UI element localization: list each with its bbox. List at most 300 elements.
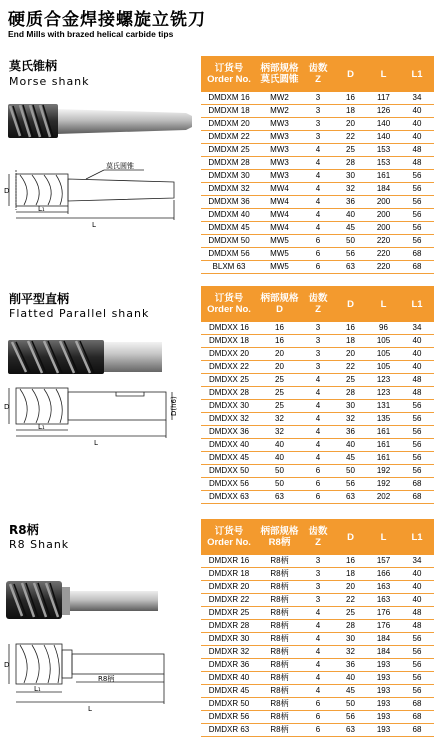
cell-teeth: 4 — [302, 374, 334, 387]
r8-table-body — [201, 555, 434, 737]
cell-teeth: 4 — [302, 646, 334, 659]
cell-order-no: DMDXX 25 — [201, 374, 257, 387]
cell-teeth: 4 — [302, 144, 334, 157]
cell-l: 200 — [367, 209, 400, 222]
table-row — [201, 183, 434, 196]
cell-l1: 40 — [400, 131, 434, 144]
cell-d: 30 — [334, 400, 367, 413]
cell-l1: 56 — [400, 196, 434, 209]
cell-order-no: DMDXX 63 — [201, 491, 257, 504]
header-l1: L1 — [400, 56, 434, 92]
cell-teeth: 6 — [302, 478, 334, 491]
morse-shank-drawing — [4, 160, 200, 232]
header-shank-spec: 柄部规格 R8柄 — [257, 519, 302, 555]
cell-shank-spec: MW2 — [257, 105, 302, 118]
table-row — [201, 620, 434, 633]
cell-d: 25 — [334, 144, 367, 157]
cell-l: 163 — [367, 594, 400, 607]
table-row — [201, 439, 434, 452]
cell-teeth: 4 — [302, 387, 334, 400]
cell-l: 184 — [367, 646, 400, 659]
cell-l1: 56 — [400, 413, 434, 426]
cell-teeth: 4 — [302, 620, 334, 633]
cell-shank-spec: MW3 — [257, 170, 302, 183]
cell-l: 123 — [367, 374, 400, 387]
cell-d: 32 — [334, 413, 367, 426]
r8-shank-drawing — [4, 636, 200, 714]
cell-l: 105 — [367, 335, 400, 348]
cell-d: 36 — [334, 426, 367, 439]
r8-drawing-l-label: L — [88, 705, 92, 713]
cell-order-no: DMDXM 25 — [201, 144, 257, 157]
cell-l1: 56 — [400, 209, 434, 222]
cell-order-no: DMDXX 56 — [201, 478, 257, 491]
cell-l1: 56 — [400, 452, 434, 465]
table-row — [201, 131, 434, 144]
cell-teeth: 3 — [302, 105, 334, 118]
cell-order-no: DMDXM 20 — [201, 118, 257, 131]
cell-order-no: DMDXX 50 — [201, 465, 257, 478]
cell-shank-spec: R8柄 — [257, 568, 302, 581]
cell-order-no: DMDXM 28 — [201, 157, 257, 170]
cell-l: 184 — [367, 183, 400, 196]
cell-order-no: DMDXM 30 — [201, 170, 257, 183]
morse-drawing-shank-label: 莫氏圆锥 — [106, 162, 134, 170]
cell-l: 184 — [367, 633, 400, 646]
cell-teeth: 6 — [302, 465, 334, 478]
cell-order-no: DMDXR 30 — [201, 633, 257, 646]
table-row — [201, 235, 434, 248]
flatted-drawing-shank-label: D(h6) — [170, 396, 178, 416]
cell-l1: 68 — [400, 711, 434, 724]
cell-d: 56 — [334, 478, 367, 491]
cell-d: 36 — [334, 659, 367, 672]
cell-d: 45 — [334, 685, 367, 698]
morse-drawing-l1-label: L₁ — [38, 205, 45, 213]
cell-teeth: 4 — [302, 659, 334, 672]
cell-teeth: 4 — [302, 633, 334, 646]
cell-shank-spec: 63 — [257, 491, 302, 504]
cell-shank-spec: R8柄 — [257, 724, 302, 737]
cell-l1: 56 — [400, 183, 434, 196]
cell-shank-spec: MW4 — [257, 222, 302, 235]
cell-shank-spec: MW3 — [257, 118, 302, 131]
table-row — [201, 322, 434, 335]
cell-teeth: 3 — [302, 322, 334, 335]
cell-l1: 48 — [400, 387, 434, 400]
table-row — [201, 348, 434, 361]
cell-l: 192 — [367, 465, 400, 478]
section-subtitle-r8: R8 Shank — [9, 538, 70, 551]
cell-teeth: 4 — [302, 400, 334, 413]
table-row — [201, 413, 434, 426]
flatted-shank-drawing — [4, 376, 200, 448]
r8-drawing-shank-label: R8柄 — [98, 675, 115, 683]
cell-teeth: 6 — [302, 248, 334, 261]
cell-l: 193 — [367, 685, 400, 698]
flatted-table-body — [201, 322, 434, 504]
cell-teeth: 4 — [302, 452, 334, 465]
section-title-flatted: 削平型直柄 — [9, 292, 70, 306]
table-row — [201, 387, 434, 400]
cell-teeth: 6 — [302, 724, 334, 737]
cell-d: 18 — [334, 105, 367, 118]
cell-shank-spec: R8柄 — [257, 555, 302, 568]
header-l1: L1 — [400, 519, 434, 555]
cell-shank-spec: R8柄 — [257, 646, 302, 659]
cell-order-no: DMDXR 45 — [201, 685, 257, 698]
r8-drawing-l1-label: L₁ — [34, 685, 41, 693]
cell-l: 105 — [367, 348, 400, 361]
cell-d: 56 — [334, 248, 367, 261]
cell-shank-spec: MW3 — [257, 144, 302, 157]
table-row — [201, 144, 434, 157]
cell-l: 105 — [367, 361, 400, 374]
cell-shank-spec: 50 — [257, 478, 302, 491]
section-subtitle-flatted: Flatted Parallel shank — [9, 307, 150, 320]
cell-order-no: DMDXR 22 — [201, 594, 257, 607]
cell-shank-spec: MW5 — [257, 235, 302, 248]
cell-d: 28 — [334, 387, 367, 400]
cell-d: 20 — [334, 118, 367, 131]
cell-l1: 40 — [400, 594, 434, 607]
cell-teeth: 6 — [302, 491, 334, 504]
cell-l1: 48 — [400, 607, 434, 620]
cell-shank-spec: R8柄 — [257, 698, 302, 711]
morse-table-body — [201, 92, 434, 274]
cell-l1: 68 — [400, 491, 434, 504]
table-row — [201, 426, 434, 439]
cell-l1: 40 — [400, 568, 434, 581]
cell-shank-spec: MW5 — [257, 261, 302, 274]
cell-shank-spec: 16 — [257, 335, 302, 348]
cell-d: 40 — [334, 439, 367, 452]
cell-order-no: DMDXX 22 — [201, 361, 257, 374]
cell-order-no: DMDXR 50 — [201, 698, 257, 711]
cell-l: 140 — [367, 118, 400, 131]
cell-shank-spec: 25 — [257, 400, 302, 413]
cell-teeth: 3 — [302, 118, 334, 131]
cell-l1: 56 — [400, 439, 434, 452]
morse-drawing-d-label: D — [4, 187, 10, 195]
cell-l1: 68 — [400, 478, 434, 491]
cell-shank-spec: 40 — [257, 439, 302, 452]
cell-shank-spec: R8柄 — [257, 685, 302, 698]
cell-d: 22 — [334, 361, 367, 374]
table-row — [201, 452, 434, 465]
cell-order-no: DMDXM 16 — [201, 92, 257, 105]
table-row — [201, 633, 434, 646]
cell-l: 126 — [367, 105, 400, 118]
flatted-drawing-l-label: L — [94, 439, 98, 447]
cell-order-no: DMDXX 18 — [201, 335, 257, 348]
cell-shank-spec: 20 — [257, 361, 302, 374]
cell-l: 96 — [367, 322, 400, 335]
header-d: D — [334, 519, 367, 555]
cell-l: 153 — [367, 157, 400, 170]
cell-d: 28 — [334, 620, 367, 633]
cell-shank-spec: MW4 — [257, 183, 302, 196]
section-title-morse: 莫氏锥柄 — [9, 59, 58, 73]
cell-l: 161 — [367, 452, 400, 465]
table-row — [201, 157, 434, 170]
cell-l: 200 — [367, 196, 400, 209]
table-row — [201, 698, 434, 711]
cell-teeth: 3 — [302, 131, 334, 144]
header-shank-spec: 柄部规格 莫氏圆锥 — [257, 56, 302, 92]
cell-d: 40 — [334, 672, 367, 685]
cell-l1: 56 — [400, 672, 434, 685]
table-row — [201, 672, 434, 685]
cell-l: 176 — [367, 620, 400, 633]
cell-order-no: DMDXR 36 — [201, 659, 257, 672]
cell-l: 131 — [367, 400, 400, 413]
cell-l1: 48 — [400, 157, 434, 170]
cell-l1: 40 — [400, 361, 434, 374]
r8-shank-photo — [4, 575, 164, 625]
header-l: L — [367, 519, 400, 555]
cell-d: 36 — [334, 196, 367, 209]
table-row — [201, 659, 434, 672]
cell-l: 193 — [367, 724, 400, 737]
cell-teeth: 3 — [302, 335, 334, 348]
cell-d: 28 — [334, 157, 367, 170]
cell-shank-spec: 25 — [257, 387, 302, 400]
cell-d: 30 — [334, 633, 367, 646]
header-d: D — [334, 286, 367, 322]
table-row — [201, 335, 434, 348]
cell-order-no: DMDXX 36 — [201, 426, 257, 439]
cell-order-no: DMDXM 22 — [201, 131, 257, 144]
table-row — [201, 711, 434, 724]
cell-d: 22 — [334, 131, 367, 144]
cell-l1: 48 — [400, 620, 434, 633]
cell-order-no: DMDXX 30 — [201, 400, 257, 413]
cell-l: 200 — [367, 222, 400, 235]
table-row — [201, 374, 434, 387]
cell-l: 135 — [367, 413, 400, 426]
table-row — [201, 170, 434, 183]
cell-teeth: 4 — [302, 426, 334, 439]
cell-l: 220 — [367, 248, 400, 261]
cell-shank-spec: 32 — [257, 413, 302, 426]
morse-shank-table — [201, 56, 434, 274]
section-title-r8: R8柄 — [9, 523, 39, 537]
cell-order-no: DMDXM 50 — [201, 235, 257, 248]
cell-shank-spec: R8柄 — [257, 594, 302, 607]
cell-d: 30 — [334, 170, 367, 183]
cell-d: 20 — [334, 581, 367, 594]
cell-order-no: DMDXR 20 — [201, 581, 257, 594]
page-title: 硬质合金焊接螺旋立铣刀 — [8, 10, 206, 30]
cell-l: 220 — [367, 261, 400, 274]
cell-teeth: 4 — [302, 170, 334, 183]
cell-order-no: DMDXX 40 — [201, 439, 257, 452]
cell-d: 45 — [334, 452, 367, 465]
cell-teeth: 3 — [302, 348, 334, 361]
cell-order-no: DMDXM 18 — [201, 105, 257, 118]
cell-l1: 68 — [400, 724, 434, 737]
cell-l1: 56 — [400, 633, 434, 646]
cell-order-no: DMDXX 16 — [201, 322, 257, 335]
table-row — [201, 465, 434, 478]
cell-l: 192 — [367, 478, 400, 491]
cell-l: 153 — [367, 144, 400, 157]
cell-shank-spec: 50 — [257, 465, 302, 478]
cell-teeth: 6 — [302, 698, 334, 711]
cell-l: 193 — [367, 711, 400, 724]
cell-teeth: 4 — [302, 183, 334, 196]
cell-l1: 56 — [400, 170, 434, 183]
header-teeth: 齿数 Z — [302, 519, 334, 555]
table-row — [201, 594, 434, 607]
cell-d: 56 — [334, 711, 367, 724]
cell-order-no: DMDXR 28 — [201, 620, 257, 633]
cell-order-no: DMDXX 28 — [201, 387, 257, 400]
cell-teeth: 4 — [302, 439, 334, 452]
cell-l1: 56 — [400, 400, 434, 413]
cell-l1: 68 — [400, 248, 434, 261]
cell-l: 161 — [367, 426, 400, 439]
cell-order-no: DMDXX 32 — [201, 413, 257, 426]
cell-l1: 40 — [400, 118, 434, 131]
cell-d: 63 — [334, 724, 367, 737]
cell-order-no: DMDXM 36 — [201, 196, 257, 209]
cell-d: 40 — [334, 209, 367, 222]
table-row — [201, 491, 434, 504]
cell-shank-spec: MW5 — [257, 248, 302, 261]
cell-l1: 56 — [400, 222, 434, 235]
cell-shank-spec: R8柄 — [257, 581, 302, 594]
cell-shank-spec: R8柄 — [257, 672, 302, 685]
cell-shank-spec: R8柄 — [257, 711, 302, 724]
cell-d: 50 — [334, 235, 367, 248]
cell-l1: 56 — [400, 426, 434, 439]
cell-l1: 40 — [400, 348, 434, 361]
header-order-no: 订货号 Order No. — [201, 519, 257, 555]
cell-d: 50 — [334, 465, 367, 478]
cell-shank-spec: 25 — [257, 374, 302, 387]
cell-teeth: 4 — [302, 196, 334, 209]
cell-teeth: 4 — [302, 685, 334, 698]
cell-l1: 34 — [400, 322, 434, 335]
cell-teeth: 4 — [302, 222, 334, 235]
cell-d: 63 — [334, 261, 367, 274]
cell-shank-spec: 20 — [257, 348, 302, 361]
flatted-drawing-l1-label: L₁ — [38, 423, 45, 431]
cell-l1: 68 — [400, 261, 434, 274]
cell-l1: 56 — [400, 465, 434, 478]
flatted-shank-table — [201, 286, 434, 504]
table-row — [201, 105, 434, 118]
cell-teeth: 6 — [302, 711, 334, 724]
cell-shank-spec: 32 — [257, 426, 302, 439]
cell-d: 18 — [334, 568, 367, 581]
cell-l: 163 — [367, 581, 400, 594]
flatted-shank-photo — [6, 334, 166, 380]
cell-shank-spec: MW4 — [257, 196, 302, 209]
cell-d: 20 — [334, 348, 367, 361]
cell-teeth: 6 — [302, 261, 334, 274]
cell-shank-spec: 40 — [257, 452, 302, 465]
cell-l: 202 — [367, 491, 400, 504]
table-row — [201, 478, 434, 491]
cell-d: 32 — [334, 646, 367, 659]
cell-l: 157 — [367, 555, 400, 568]
table-row — [201, 568, 434, 581]
header-l: L — [367, 56, 400, 92]
cell-l: 193 — [367, 698, 400, 711]
cell-l: 123 — [367, 387, 400, 400]
cell-teeth: 4 — [302, 157, 334, 170]
cell-l: 166 — [367, 568, 400, 581]
header-l: L — [367, 286, 400, 322]
cell-l1: 40 — [400, 581, 434, 594]
cell-shank-spec: R8柄 — [257, 659, 302, 672]
table-row — [201, 261, 434, 274]
cell-shank-spec: MW2 — [257, 92, 302, 105]
cell-teeth: 6 — [302, 235, 334, 248]
table-row — [201, 248, 434, 261]
cell-order-no: DMDXR 25 — [201, 607, 257, 620]
table-row — [201, 685, 434, 698]
cell-teeth: 4 — [302, 413, 334, 426]
cell-shank-spec: 16 — [257, 322, 302, 335]
cell-order-no: BLXM 63 — [201, 261, 257, 274]
header-teeth: 齿数 Z — [302, 56, 334, 92]
cell-d: 16 — [334, 322, 367, 335]
cell-l1: 34 — [400, 92, 434, 105]
cell-shank-spec: R8柄 — [257, 607, 302, 620]
header-shank-spec: 柄部规格 D — [257, 286, 302, 322]
header-order-no: 订货号 Order No. — [201, 286, 257, 322]
cell-order-no: DMDXM 32 — [201, 183, 257, 196]
cell-shank-spec: MW4 — [257, 209, 302, 222]
cell-l1: 56 — [400, 685, 434, 698]
cell-order-no: DMDXR 63 — [201, 724, 257, 737]
cell-l: 140 — [367, 131, 400, 144]
morse-shank-photo — [6, 96, 198, 146]
cell-l: 193 — [367, 659, 400, 672]
cell-teeth: 3 — [302, 581, 334, 594]
table-row — [201, 196, 434, 209]
table-row — [201, 92, 434, 105]
cell-order-no: DMDXX 45 — [201, 452, 257, 465]
cell-teeth: 3 — [302, 555, 334, 568]
cell-l1: 56 — [400, 646, 434, 659]
cell-l: 161 — [367, 439, 400, 452]
cell-teeth: 3 — [302, 594, 334, 607]
cell-d: 22 — [334, 594, 367, 607]
cell-d: 16 — [334, 92, 367, 105]
table-header-row — [201, 519, 434, 555]
cell-teeth: 3 — [302, 568, 334, 581]
table-row — [201, 555, 434, 568]
cell-l1: 48 — [400, 374, 434, 387]
table-header-row — [201, 56, 434, 92]
cell-d: 25 — [334, 374, 367, 387]
cell-order-no: DMDXX 20 — [201, 348, 257, 361]
cell-l: 117 — [367, 92, 400, 105]
cell-d: 25 — [334, 607, 367, 620]
cell-l1: 40 — [400, 335, 434, 348]
cell-l1: 48 — [400, 144, 434, 157]
cell-teeth: 3 — [302, 92, 334, 105]
cell-l: 193 — [367, 672, 400, 685]
cell-order-no: DMDXR 40 — [201, 672, 257, 685]
cell-order-no: DMDXM 45 — [201, 222, 257, 235]
table-row — [201, 646, 434, 659]
